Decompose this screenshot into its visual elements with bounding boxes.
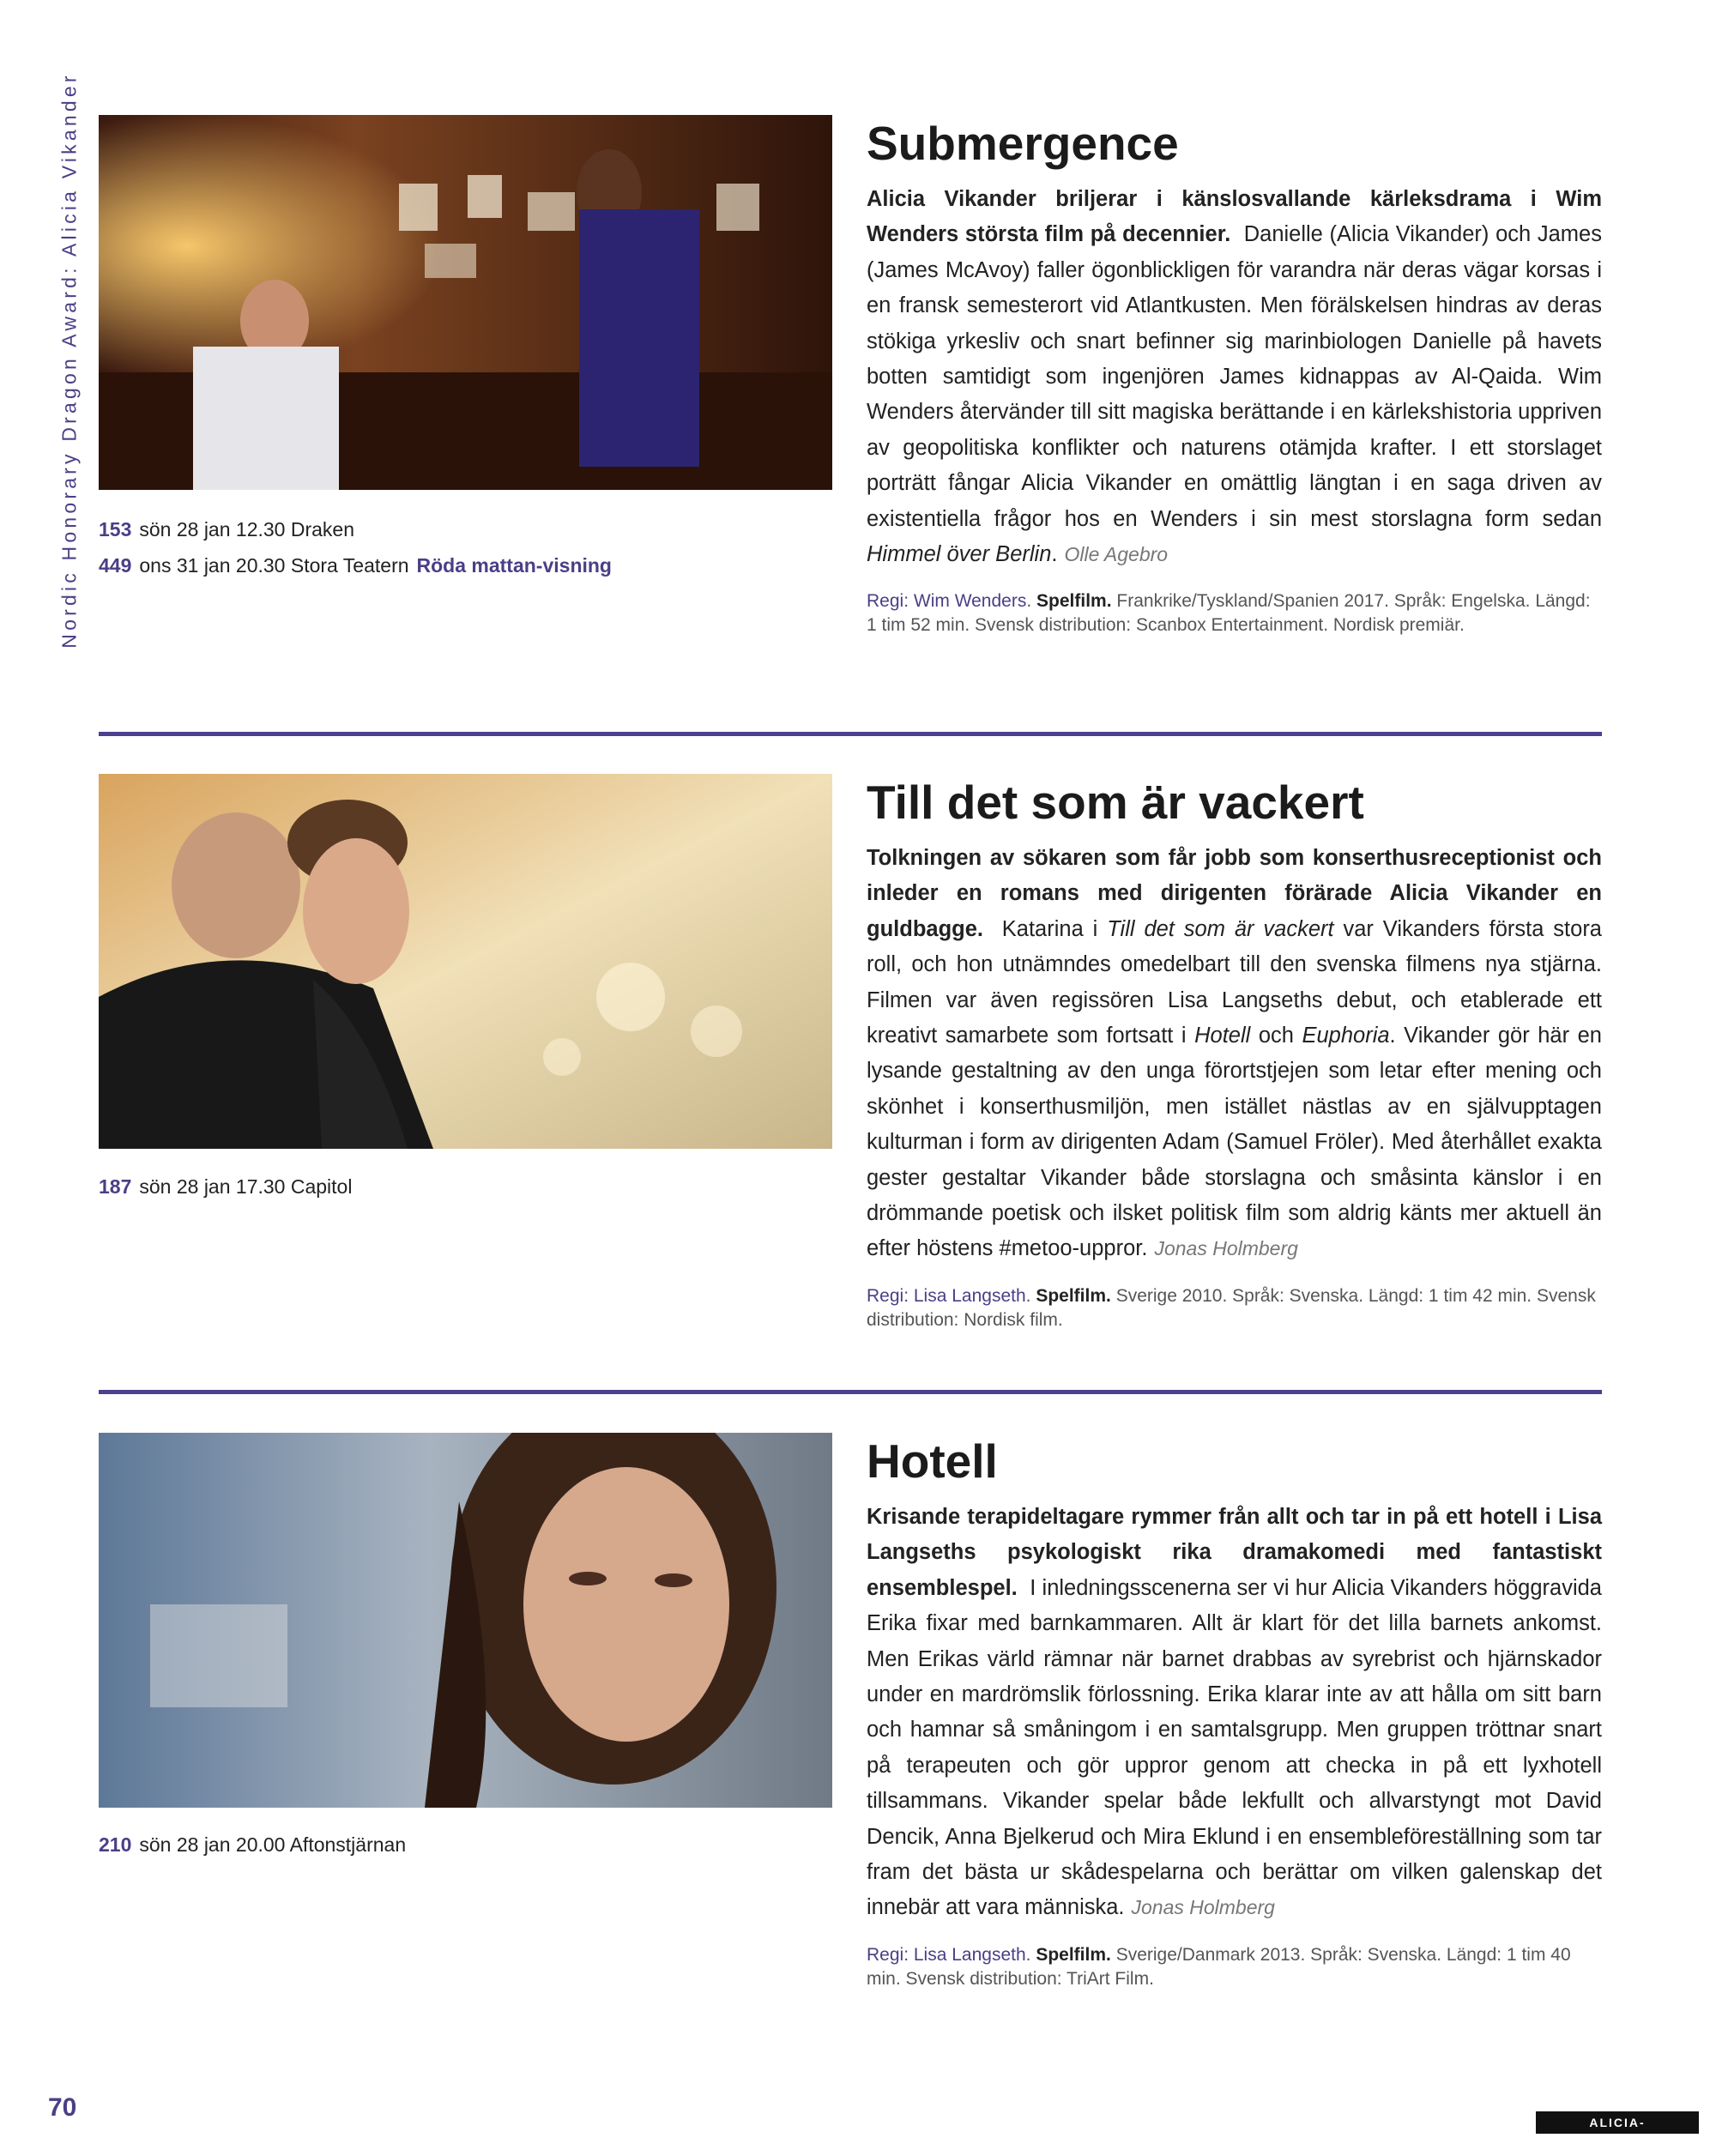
page-number: 70 — [48, 2093, 77, 2122]
screening-row[interactable] — [99, 511, 832, 547]
film-kind: Spelfilm. — [1036, 1285, 1111, 1306]
film-text-column — [867, 115, 1602, 637]
film-credits: Regi: Lisa Langseth. Spelfilm. Sverige 2010. Språk: Svenska. Längd: 1 tim 42 min. Svensk distribution: Nordisk film. — [867, 1285, 1596, 1330]
film-description — [867, 841, 1602, 1267]
film-still-till-det-som-ar-vackert — [99, 774, 832, 1149]
film-entry-till-det-som-ar-vackert — [99, 774, 1602, 1330]
film-title: Hotell — [867, 1434, 998, 1488]
film-credits: Regi: Wim Wenders. Spelfilm. Frankrike/Tyskland/Spanien 2017. Språk: Engelska. Längd: 1 tim 52 min. Svensk distribution: Scanbox Entertainment. Nordisk premiär. — [867, 591, 1591, 636]
regi-label: Regi: — [867, 1944, 909, 1965]
description-text: . — [1051, 542, 1058, 567]
screening-row[interactable] — [99, 1827, 832, 1863]
film-kind: Spelfilm. — [1036, 1944, 1111, 1965]
film-still-hotell — [99, 1433, 832, 1808]
screening-list — [99, 511, 832, 583]
film-text-column — [867, 774, 1602, 1332]
review-author: Olle Agebro — [1064, 543, 1169, 566]
film-description — [867, 1500, 1602, 1926]
screening-number: 449 — [99, 554, 132, 577]
review-author: Jonas Holmberg — [1131, 1896, 1275, 1919]
film-title: Submergence — [867, 117, 1179, 170]
description-text: Katarina i — [1001, 916, 1108, 941]
film-reference: Hotell — [1194, 1024, 1251, 1048]
description-text: I inledningsscenerna ser vi hur Alicia Vikanders höggravida Erika fixar med barnkammaren. Allt är klart för det lilla barnets ankomst. Men Erikas värld rämnar när barnet drabbas av syrebrist och hjärnskador under en mardrömslik förlossning. Erika klarar inte av att hålla om sitt barn och hamnar så småningom i en samtalsgrupp. Men gruppen tröttnar snart på terapeuten och gör uppror genom att checka in på ett lyxhotell tillsammans. Vikander spelar både lekfullt och allvarstyngt mot David Dencik, Anna Bjelkerud och Mira Eklund i en ensembleföreställning som tar fram det bästa ur skådespelarna och berättar om vilken galenskap det innebär att vara människa. — [867, 1575, 1602, 1920]
credits-details: Sverige 2010. Språk: Svenska. Längd: 1 tim 42 min. Svensk distribution: Nordisk film. — [867, 1285, 1596, 1330]
section-divider — [99, 732, 1602, 736]
film-kind: Spelfilm. — [1036, 591, 1112, 612]
film-still-submergence — [99, 115, 832, 490]
director-name: Wim Wenders — [913, 591, 1027, 612]
section-side-label — [48, 51, 91, 669]
film-lead: Tolkningen av sökaren som får jobb som konserthusreceptionist och inleder en romans med dirigenten förärade Alicia Vikander en guldbagge. — [867, 846, 1602, 941]
film-reference: Euphoria — [1302, 1024, 1390, 1048]
screening-number: 153 — [99, 518, 132, 541]
screening-number: 210 — [99, 1833, 132, 1856]
screening-number: 187 — [99, 1175, 132, 1198]
screening-info: sön 28 jan 17.30 Capitol — [139, 1175, 353, 1198]
screening-info: ons 31 jan 20.30 Stora Teatern — [139, 554, 409, 577]
screening-info: sön 28 jan 12.30 Draken — [139, 518, 354, 541]
film-lead: Alicia Vikander briljerar i känslosvallande kärleksdrama i Wim Wenders största film på decennier. — [867, 187, 1602, 247]
regi-label: Regi: — [867, 591, 909, 612]
side-label-text: Nordic Honorary Dragon Award: Alicia Vikander — [57, 72, 81, 649]
red-carpet-label: Röda mattan-visning — [416, 554, 612, 577]
screening-info: sön 28 jan 20.00 Aftonstjärnan — [139, 1833, 407, 1856]
description-text: Danielle (Alicia Vikander) och James (James McAvoy) faller ögonblickligen för varandra när deras vägar korsas i en fransk semesterort vid Atlantkusten. Men förälskelsen hindras av deras stökiga yrkesliv och snart befinner sig marinbiologen Danielle på havets botten samtidigt som ingenjören James kidnappas av Al-Qaida. Wim Wenders återvänder till sitt magiska berättande i en kärlekshistoria uppriven av geopolitiska konflikter och naturens otämjda krafter. I ett storslaget porträtt fångar Alicia Vikander en omättlig längtan i en saga driven av existentiella frågor hos en Wenders i sin mest storslagna form sedan — [867, 222, 1602, 531]
section-divider — [99, 1390, 1602, 1394]
credits-details: Frankrike/Tyskland/Spanien 2017. Språk: Engelska. Längd: 1 tim 52 min. Svensk distribution: Scanbox Entertainment. Nordisk premiär. — [867, 591, 1591, 636]
site-watermark: ALICIA-VIKANDER.ORG — [1536, 2111, 1699, 2134]
director-name: Lisa Langseth — [913, 1285, 1026, 1306]
film-entry-hotell — [99, 1433, 1602, 1989]
description-text: . Vikander gör här en lysande gestaltning av den unga förortstjejen som letar efter mening och skönhet i konserthusmiljön, men istället nästlas av en självupptagen kulturman i form av dirigenten Adam (Samuel Fröler). Med återhållet exakta gester gestaltar Vikander både storslagna och småsinta känslor i en drömmande poetisk och ilsket politisk film som aldrig känts mer aktuell än efter höstens #metoo-uppror. — [867, 1024, 1602, 1261]
screening-list — [99, 1827, 832, 1863]
film-lead: Krisande terapideltagare rymmer från allt och tar in på ett hotell i Lisa Langseths psykologiskt rika dramakomedi med fantastiskt ensemblespel. — [867, 1505, 1602, 1600]
film-reference: Himmel över Berlin — [867, 542, 1052, 567]
film-text-column — [867, 1433, 1602, 1991]
screening-row[interactable] — [99, 547, 832, 583]
film-credits: Regi: Lisa Langseth. Spelfilm. Sverige/Danmark 2013. Språk: Svenska. Längd: 1 tim 40 min. Svensk distribution: TriArt Film. — [867, 1944, 1571, 1989]
screening-row[interactable] — [99, 1169, 832, 1205]
description-text: och — [1250, 1024, 1302, 1048]
director-name: Lisa Langseth — [913, 1944, 1026, 1965]
film-reference: Till det som är vackert — [1107, 916, 1334, 941]
film-description — [867, 182, 1602, 572]
film-entry-submergence — [99, 115, 1602, 647]
film-title: Till det som är vackert — [867, 776, 1364, 829]
screening-list — [99, 1169, 832, 1205]
description-text: var Vikanders första stora roll, och hon utnämndes omedelbart till den svenska filmens nya stjärna. Filmen var även regissören Lisa Langseths debut, och etablerade ett kreativt samarbete som fortsatt i — [867, 916, 1602, 1048]
regi-label: Regi: — [867, 1285, 909, 1306]
review-author: Jonas Holmberg — [1154, 1237, 1298, 1260]
credits-details: Sverige/Danmark 2013. Språk: Svenska. Längd: 1 tim 40 min. Svensk distribution: TriArt Film. — [867, 1944, 1571, 1989]
